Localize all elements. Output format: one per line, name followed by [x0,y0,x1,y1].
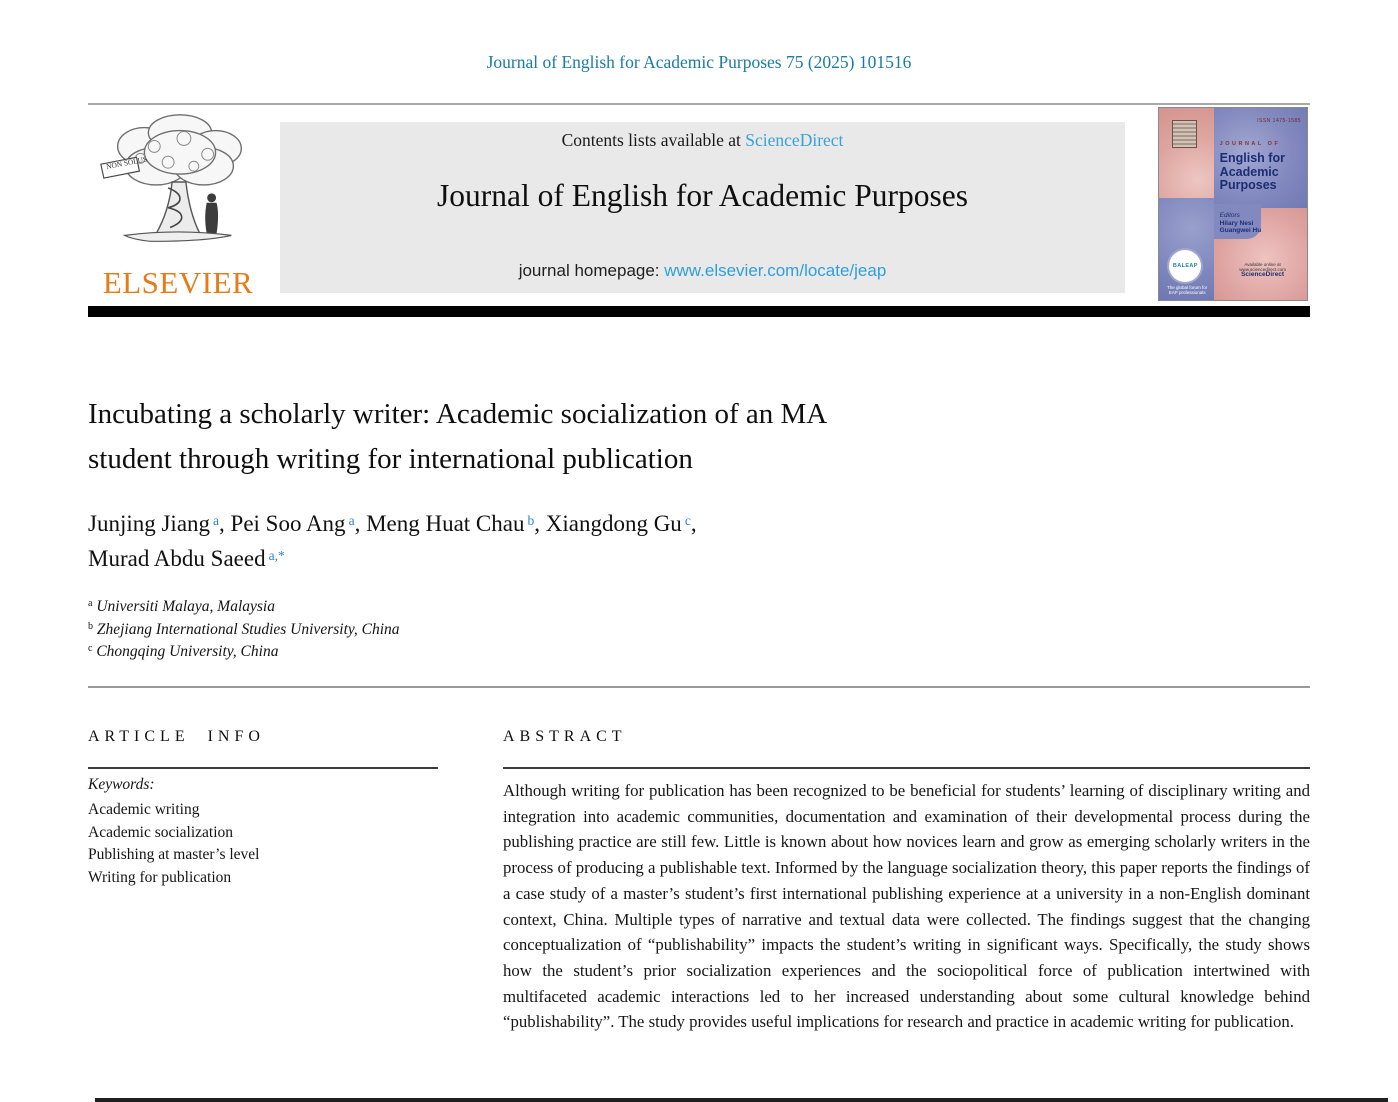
affiliation-text: Chongqing University, China [92,643,279,660]
cover-journal-of: JOURNAL OF [1219,140,1281,147]
author-name: Meng Huat Chau [366,511,525,536]
author-list [88,506,1098,576]
article-title-line: Incubating a scholarly writer: Academic socialization of an MA [88,398,828,430]
affiliation [88,619,888,642]
abstract-text: Although writing for publication has been recognized to be beneficial for students’ learning of disciplinary writing and integration into academic communities, documentation and examination of their developmental process during the publishing practice are still few. Little is known about how novices learn and grow as emerging scholarly writers in the process of producing a publishable text. Informed by the language socialization theory, this paper reports the findings of a case study of a master’s student’s first international publishing experience at a university in a non-English dominant context, China. Multiple types of narrative and textual data were collected. The findings suggest that the changing conceptualization of “publishability” impacts the student’s writing in significant ways. Specifically, the study shows how the student’s prior socialization experiences and the sociopolitical force of publication intertwined with multifaceted academic interactions led to her increased understanding about some cultural knowledge behind “publishability”. The study provides useful implications for research and practice in academic writing for publication. [503,781,1310,1032]
keyword: Academic socialization [88,823,234,841]
homepage-link[interactable]: www.elsevier.com/locate/jeap [664,261,887,280]
contents-line [280,130,1125,151]
author-affiliation-marker: a [348,513,355,528]
article-title-line: student through writing for international publication [88,443,693,475]
author-affiliation-marker: b [527,513,535,528]
affiliation [88,641,888,664]
cover-sciencedirect: ScienceDirect [1241,271,1285,279]
cover-issn: ISSN 1475-1585 [1257,117,1302,124]
affiliation-text: Zhejiang International Studies University, China [93,620,400,638]
keyword: Writing for publication [88,868,232,886]
keywords-label: Keywords: [88,776,155,793]
affiliation-text: Universiti Malaya, Malaysia [92,598,275,615]
author-separator: , [534,511,546,536]
cover-editors [1220,212,1262,235]
divider [88,767,438,769]
baleap-tagline: The global forum for EAP professionals [1166,284,1208,296]
author-separator: , [219,511,231,536]
author-name: Xiangdong Gu [545,511,682,536]
author-name: Junjing Jiang [88,511,211,536]
author-affiliation-marker: c [684,513,691,528]
scholar-figure [205,193,218,233]
homepage-line [280,261,1125,281]
keyword: Academic writing [88,801,200,818]
cover-elsevier-mini-logo [1172,120,1197,148]
author-name: Murad Abdu Saeed [88,546,266,571]
affiliation-marker: b [88,620,93,632]
cover-editors-label: Editors [1219,211,1240,219]
elsevier-wordmark: ELSEVIER [102,265,254,300]
homepage-prefix: journal homepage: [518,261,665,280]
affiliation-marker: a [88,598,93,609]
elsevier-logo [88,106,268,302]
author-separator: , [354,511,367,536]
author-separator: , [690,511,697,536]
author-name: Pei Soo Ang [230,511,346,536]
article-title [88,392,1108,482]
sciencedirect-link[interactable]: ScienceDirect [745,130,844,150]
cover-title-line: English for [1219,151,1285,166]
journal-title: Journal of English for Academic Purposes [436,178,969,213]
cover-available-online: Available online at www.sciencedirect.com [1239,261,1286,272]
keyword: Publishing at master’s level [88,846,260,863]
journal-header-box [280,122,1125,293]
elsevier-tree-logo [89,106,267,258]
affiliation [88,596,888,619]
cover-editor-name: Hilary Nesi [1219,219,1254,227]
affiliation-list [88,596,888,664]
author-affiliation-marker: a [213,513,220,528]
svg-text:NON SOLUS: NON SOLUS [105,154,148,172]
divider [503,767,1310,769]
journal-cover-thumbnail [1159,108,1307,300]
abstract-heading: ABSTRACT [503,728,627,745]
cover-title-line: Purposes [1219,178,1277,193]
author-affiliation-marker: a,* [268,548,285,563]
cover-journal-title [1220,152,1285,193]
cover-editor-name: Guangwei Hu [1219,227,1262,235]
cover-title-line: Academic [1219,164,1279,179]
baleap-logo: BALEAP [1169,250,1201,282]
citation-line: Journal of English for Academic Purposes 75 (2025) 101516 [486,52,912,72]
divider [88,103,1310,105]
keywords-list [88,799,438,889]
affiliation-marker: c [88,643,93,654]
divider [88,686,1310,688]
cover-editor-names [1220,220,1262,235]
page-bottom-rule [95,1098,1388,1102]
contents-prefix: Contents lists available at [561,130,746,150]
header-black-bar [88,306,1310,317]
article-info-heading: ARTICLE INFO [88,728,265,745]
